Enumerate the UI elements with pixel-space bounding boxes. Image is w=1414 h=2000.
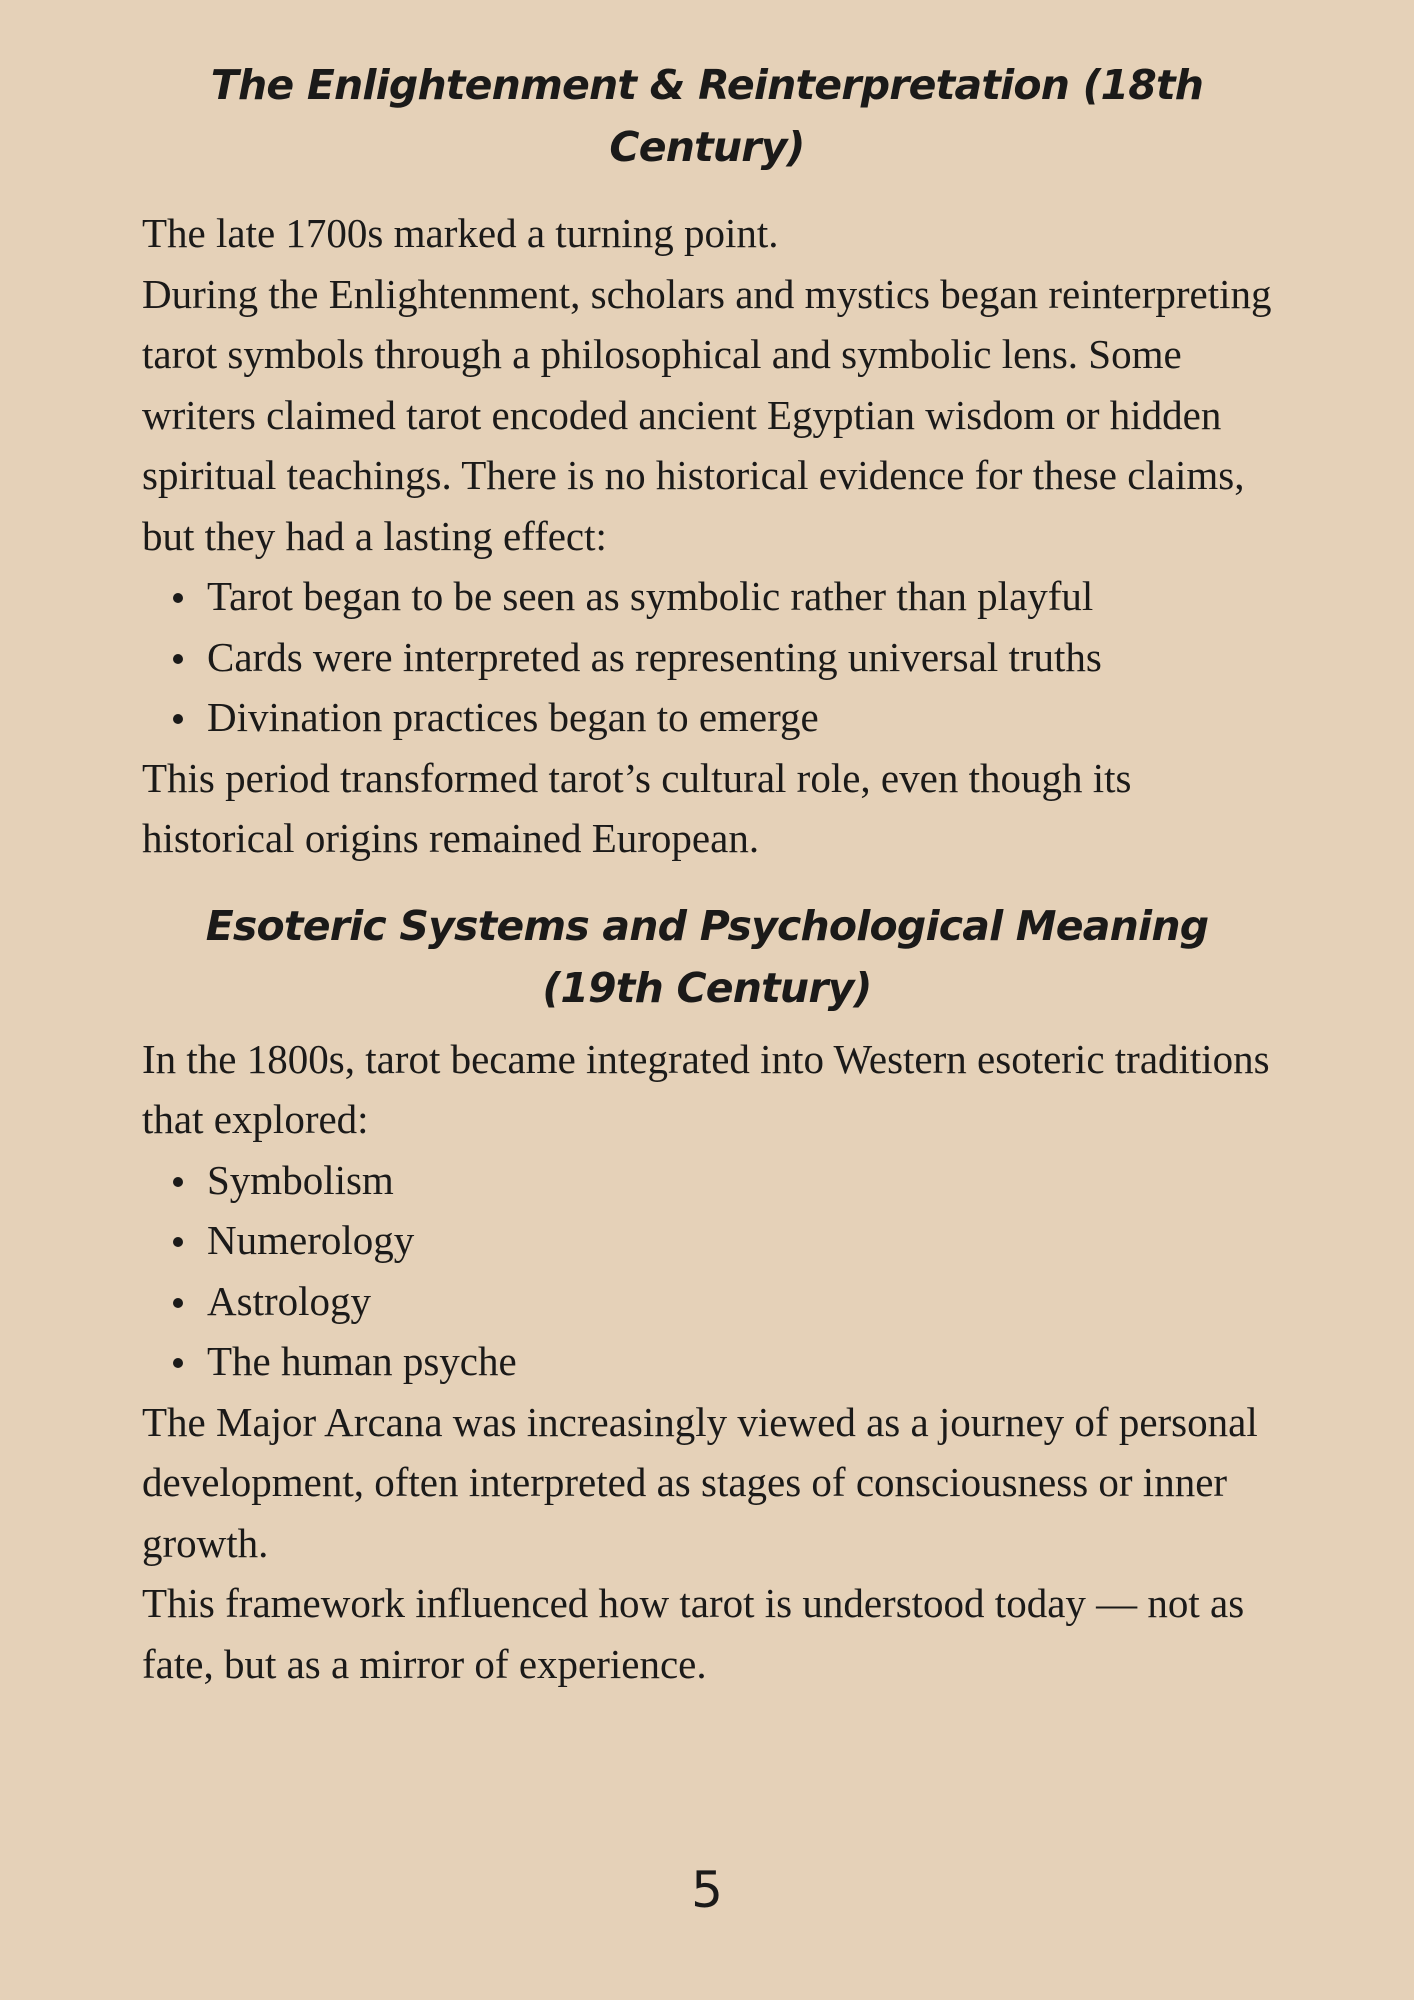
intro-line: The late 1700s marked a turning point. <box>142 210 779 256</box>
section-heading-enlightenment: The Enlightenment & Reinterpretation (18th Century) <box>210 61 1204 171</box>
body-paragraph: The Major Arcana was increasingly viewed as a journey of personal development, often interpreted as stages of consciousness or inner growth. <box>142 1398 1258 1566</box>
body-paragraph: During the Enlightenment, scholars and mystics began reinterpreting tarot symbols through a philosophical and symbolic lens. Some writers claimed tarot encoded ancient Egyptian wisdom or hidden spiritual teachings. There is no historical evidence for these claims, but they had a lasting effect: <box>142 270 1272 559</box>
section-heading-esoteric: Esoteric Systems and Psychological Meaning (19th Century) <box>205 901 1209 1012</box>
list-item: Astrology <box>207 1271 1272 1332</box>
list-item: The human psyche <box>207 1331 1272 1392</box>
intro-paragraph: In the 1800s, tarot became integrated into Western esoteric traditions that explored: <box>142 1035 1270 1142</box>
bullet-list <box>142 1150 1272 1392</box>
list-item: Cards were interpreted as representing universal truths <box>207 627 1272 688</box>
bullet-list <box>142 566 1272 748</box>
page-number: 5 <box>691 1861 723 1919</box>
list-item: Numerology <box>207 1210 1272 1271</box>
list-item: Divination practices began to emerge <box>207 687 1272 748</box>
page-content <box>142 0 1272 1694</box>
closing-paragraph: This period transformed tarot’s cultural role, even though its historical origins remained European. <box>142 754 1132 861</box>
closing-paragraph: This framework influenced how tarot is understood today — not as fate, but as a mirror of experience. <box>142 1580 1245 1687</box>
list-item: Symbolism <box>207 1150 1272 1211</box>
list-item: Tarot began to be seen as symbolic rather than playful <box>207 566 1272 627</box>
